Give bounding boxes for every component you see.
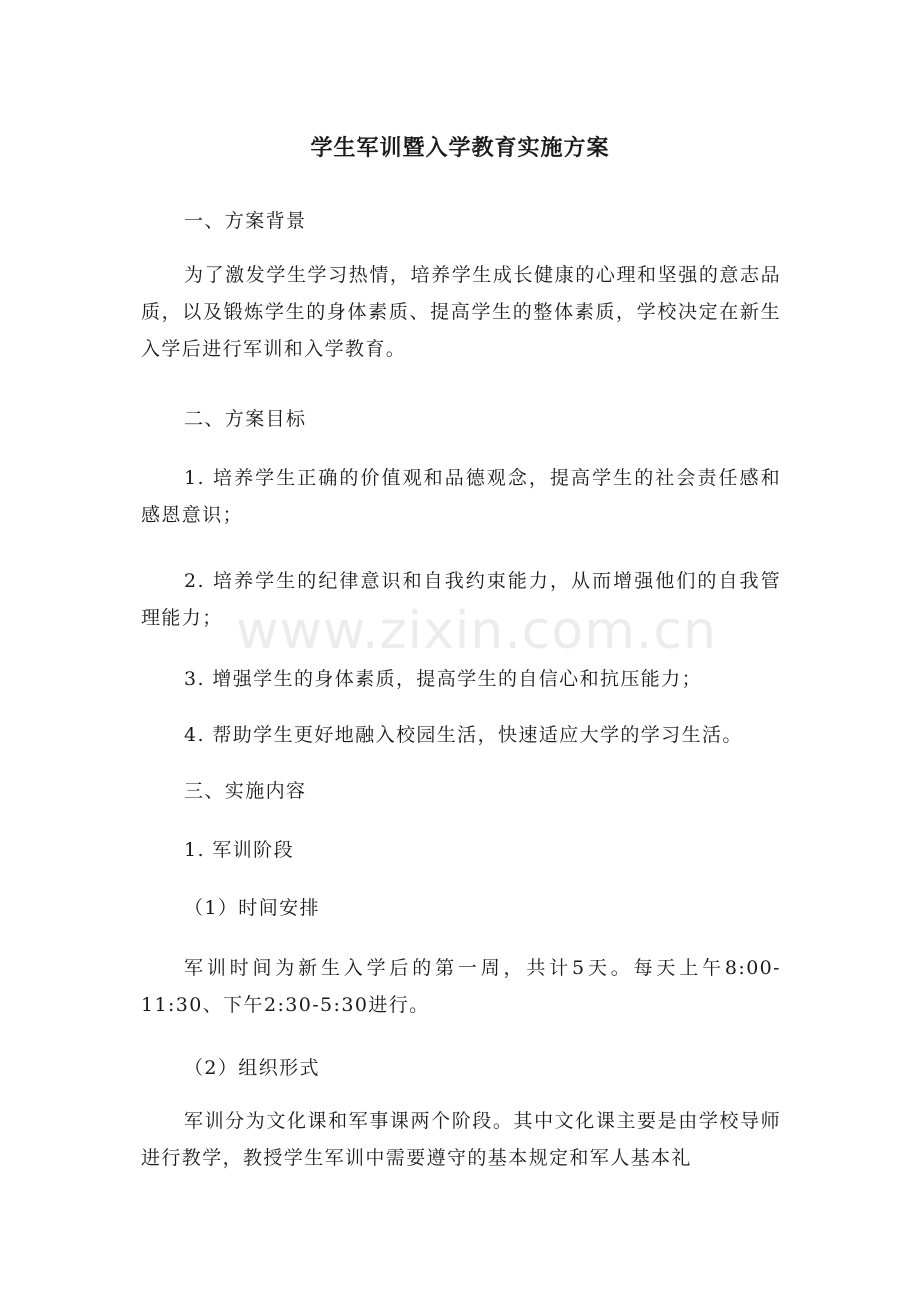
goal-item-4: 4. 帮助学生更好地融入校园生活，快速适应大学的学习生活。 [184,724,743,746]
goal-item-2: 2. 培养学生的纪律意识和自我约束能力，从而增强他们的自我管理能力； [141,570,781,629]
section-heading-goals: 二、方案目标 [184,408,307,430]
section-heading-content: 三、实施内容 [184,780,307,802]
paragraph-organization: 军训分为文化课和军事课两个阶段。其中文化课主要是由学校导师进行教学，教授学生军训中需要遵守的基本规定和军人基本礼 [141,1110,781,1169]
subsection-organization: （2）组织形式 [184,1057,320,1079]
paragraph-background: 为了激发学生学习热情，培养学生成长健康的心理和坚强的意志品质，以及锻炼学生的身体素质、提高学生的整体素质，学校决定在新生入学后进行军训和入学教育。 [141,264,781,360]
paragraph-schedule: 军训时间为新生入学后的第一周，共计5天。每天上午8:00-11:30、下午2:30-5:30进行。 [141,957,781,1016]
document-title: 学生军训暨入学教育实施方案 [310,136,610,161]
watermark: www.zixin.com.cn [236,601,717,661]
section-heading-background: 一、方案背景 [184,210,307,232]
goal-item-1: 1. 培养学生正确的价值观和品德观念，提高学生的社会责任感和感恩意识； [141,467,781,526]
subsection-military-training: 1. 军训阶段 [184,839,294,861]
subsection-schedule: （1）时间安排 [184,897,320,919]
goal-item-3: 3. 增强学生的身体素质，提高学生的自信心和抗压能力； [184,668,702,690]
